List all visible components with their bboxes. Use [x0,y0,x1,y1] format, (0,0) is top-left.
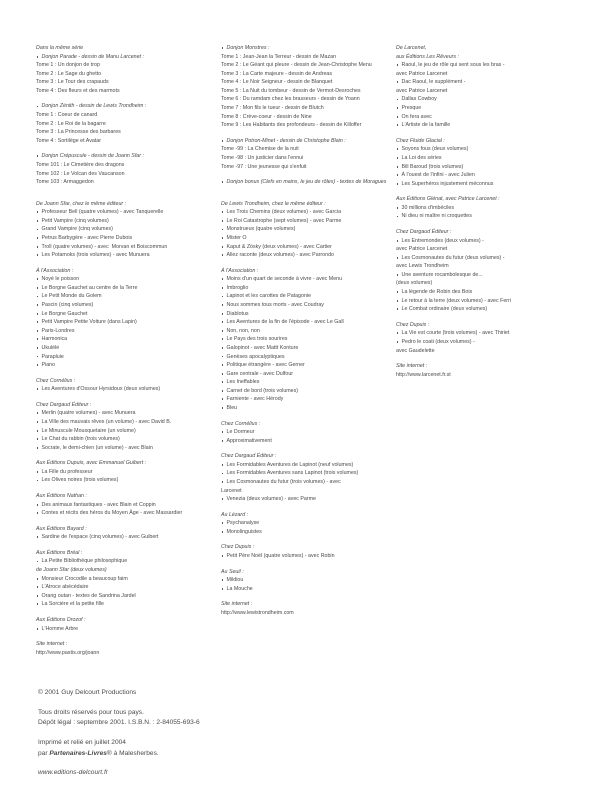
work-item: Noyé le poisson [36,275,221,284]
publisher-heading: Chez Dupuis : [396,321,430,328]
series-group-potron-minet [221,137,396,171]
work-item: Ukulélé [36,344,221,353]
printing-block [38,738,200,759]
work-item: Non, non, non [221,327,396,336]
work-item: Le Minuscule Mousquetaire (un volume) [36,427,221,436]
volume-line: Tome -99 : La Chemise de la nuit [221,146,299,153]
work-item: Allez raconte (deux volumes) - avec Parrondo [221,251,396,260]
work-item-continuation: avec Patrice Larcenet [396,246,448,253]
publisher-heading: Aux Éditions Drozof : [36,616,86,623]
biblio-group-sfar-dargaud [36,401,221,452]
work-item: Orang outan - textes de Sandrina Jardel [36,592,221,601]
work-item: L'Homme Arbre [36,625,221,634]
website-heading: Site internet : [396,363,428,370]
publisher-heading: Chez Dargaud Éditeur : [36,401,92,408]
work-item: Venezia (deux volumes) - avec Parme [221,495,396,504]
work-item: Le Chat du rabbin (trois volumes) [36,435,221,444]
volume-line: Tome 2 : Le Géant qui pleure - dessin de Jean-Christophe Menu [221,62,372,69]
work-item: Raoul, le jeu de rôle qui sent sous les bras - [396,61,566,70]
work-item: Monolinguistes [221,528,396,537]
publisher-heading: Chez Cornélius : [221,420,261,427]
publisher-heading: Chez Fluide Glacial : [396,137,445,144]
work-item-continuation: avec Lewis Trondheim [396,263,449,270]
publisher-heading: Chez Dupuis : [221,544,255,551]
work-item-continuation: de Joann Sfar (deux volumes) [36,567,107,574]
bibliography-block [36,44,566,657]
publisher-heading: De Joann Sfar, chez le même éditeur : [36,200,127,207]
website-group-sfar [36,640,221,657]
series-title: Donjon Crépuscule - dessin de Joann Sfar : [36,152,221,161]
work-item: Les Formidables Aventures sans Lapinot (trois volumes) [221,469,396,478]
biblio-group-trondheim-association [221,267,396,413]
work-item-continuation: Larcenet [221,487,242,494]
biblio-group-sfar-bayard [36,525,221,542]
print-partner-line [38,749,200,760]
column-right [396,44,566,657]
work-item: La Loi des séries [396,154,566,163]
work-item: Piano [36,361,221,370]
work-item: La Fille du professeur [36,468,221,477]
work-item: La Mouche [221,585,396,594]
work-item: Moins d'un quart de seconde à vivre - avec Menu [221,275,396,284]
work-item-continuation: avec Gaudelette [396,347,435,354]
work-item: Soyons fous (deux volumes) [396,145,566,154]
work-item: Petit Père Noël (quatre volumes) - avec Robin [221,552,396,561]
work-item: La Ville des mauvais rêves (un volume) - avec David B. [36,418,221,427]
work-item: Le Borgne Gauchet [36,310,221,319]
print-partner-name: Partenaires-Livres [49,749,107,757]
work-item: Sardine de l'espace (cinq volumes) - avec Guibert [36,533,221,542]
work-item: À l'ouest de l'infini - avec Julien [396,171,566,180]
series-title: Donjon bonus (Clefs en mains, le jeu de rôles) - textes de Moragues [221,178,396,187]
work-item: Pascin (cinq volumes) [36,301,221,310]
work-item: Le Combat ordinaire (deux volumes) [396,305,566,314]
biblio-group-sfar-drozof [36,616,221,633]
publisher-heading: Au Lézard : [221,511,249,518]
biblio-group-sfar-cornelius [36,377,221,394]
volume-line: Tome 6 : Du ramdam chez les brasseurs - dessin de Yoann [221,96,360,103]
series-title: Donjon Monstres : [221,44,396,53]
volume-line: Tome 102 : Le Volcan des Vaucanson [36,170,125,177]
volume-line: Tome 4 : Le Noir Seigneur - dessin de Blanquet [221,79,333,86]
work-item: Parapluie [36,353,221,362]
volume-line: Tome 4 : Des fleurs et des marmots [36,87,120,94]
volume-line: Tome -98 : Un justicier dans l'ennui [221,154,304,161]
series-group-parade [36,44,221,95]
work-item: Monsieur Crocodile a beaucoup faim [36,575,221,584]
biblio-group-trondheim-dupuis [221,543,396,560]
copyright-line: © 2001 Guy Delcourt Productions [38,689,137,696]
work-item: La Petite Bibliothèque philosophique [36,557,221,566]
publisher-heading: aux Éditions Les Rêveurs : [396,53,460,60]
work-item: La légende de Robin des Bois [396,288,566,297]
work-item: Dallas Cowboy [396,95,566,104]
website-heading: Site internet : [36,641,68,648]
work-item: Merlin (quatre volumes) - avec Munuera [36,409,221,418]
volume-line: Tome -97 : Une jeunesse qui s'enfuit [221,163,307,170]
work-item: Contes et récits des héros du Moyen Âge - avec Massardier [36,509,221,518]
volume-line: Tome 1 : Coeur de canard [36,112,98,119]
work-item: Le retour à la terre (deux volumes) - avec Ferri [396,297,566,306]
publisher-website[interactable]: www.editions-delcourt.fr [38,769,108,777]
work-item: Les Potamoks (trois volumes) - avec Munuera [36,251,221,260]
print-date-line: Imprimé et relié en juillet 2004 [38,739,126,747]
work-item: Grand Vampire (cinq volumes) [36,225,221,234]
publisher-heading: Chez Dargaud Éditeur : [221,453,277,460]
work-item-continuation: avec Patrice Larcenet [396,87,448,94]
volume-line: Tome 2 : Le Roi de la bagarre [36,120,106,127]
publisher-heading: À l'Association : [221,267,259,274]
legal-deposit-line: Dépôt légal : septembre 2001. I.S.B.N. : 2-84055-693-6 [38,719,200,727]
work-item: Ni dieu ni maître ni croquettes [396,212,566,221]
work-item: Mildiou [221,576,396,585]
volume-line: Tome 3 : La Carte majeure - dessin de Andreas [221,70,332,77]
work-item: Le Petit Monde du Golem [36,292,221,301]
volume-line: Tome 4 : Sortilège et Avatar [36,137,101,144]
work-item: Une aventure rocambolesque de... [396,271,566,280]
volume-line: Tome 7 : Mon fils le tueur - dessin de Blutch [221,105,324,112]
work-item: La Sorcière et la petite fille [36,600,221,609]
website-group-larcenet [396,362,566,379]
work-item: Troll (quatre volumes) - avec Morvan et Boiscommun [36,243,221,252]
volume-line: Tome 5 : La Nuit du tombeur - dessin de Vermot-Desroches [221,87,361,94]
biblio-group-larcenet-dargaud [396,228,566,314]
website-heading: Site internet : [221,601,253,608]
work-item-continuation: avec Patrice Larcenet [396,70,448,77]
work-item: Paris-Londres [36,327,221,336]
publisher-heading: Aux Éditions Nathan : [36,493,87,500]
print-suffix: à Malesherbes. [111,749,159,757]
work-item: Nous sommes tous morts - avec Coudray [221,301,396,310]
legal-block [38,708,200,729]
publisher-heading: Aux Éditions Dupuis, avec Emmanuel Guibert : [36,460,147,467]
biblio-group-trondheim-seuil [221,568,396,594]
work-item: Petrus Barbygère - avec Pierre Dubois [36,234,221,243]
work-item: Galopinot - avec Mattt Konture [221,344,396,353]
print-prefix: par [38,749,50,757]
series-group-monstres [221,44,396,130]
publisher-heading: Chez Cornélius : [36,377,76,384]
work-item: Le Borgne Gauchet au centre de la Terre [36,284,221,293]
work-item: Politique étrangère - avec Gerner [221,361,396,370]
volume-line: Tome 9 : Les Habitants des profondeurs - dessin de Killoffer [221,122,362,129]
biblio-group-trondheim-dargaud [221,452,396,503]
work-item: Les Ineffables [221,378,396,387]
volume-line: Tome 8 : Crève-coeur - dessin de Nine [221,113,312,120]
work-item: Petit Vampire Petite Voiture (dans Lapin) [36,318,221,327]
series-group-bonus [221,178,396,187]
biblio-group-sfar-nathan [36,492,221,518]
work-item: Gare centrale - avec Dulfour [221,370,396,379]
work-item: Diablotus [221,310,396,319]
series-title: Donjon Potron-Minet - dessin de Christophe Blain : [221,137,396,146]
volume-line: Tome 1 : Jean-Jean la Terreur - dessin de Mazan [221,53,337,60]
publisher-heading: Aux Éditions Bayard : [36,525,87,532]
work-item: On fera avec [396,113,566,122]
work-item-continuation: (deux volumes) [396,280,433,287]
website-group-trondheim [221,600,396,617]
series-group-crepuscule [36,152,221,186]
volume-line: Tome 3 : Le Tour des crapauds [36,79,109,86]
work-item: Des animaux fantastiques - avec Blain et Coppin [36,501,221,510]
work-item: Les Formidables Aventures de Lapinot (neuf volumes) [221,461,396,470]
work-item: Monstrueux (quatre volumes) [221,225,396,234]
work-item: Genèses apocalyptiques [221,353,396,362]
biblio-group-trondheim-lezard [221,511,396,537]
website-url[interactable]: http://www.lewistrondheim.com [221,609,294,616]
work-item: Kaput & Zösky (deux volumes) - avec Cartier [221,243,396,252]
work-item: Mister O [221,234,396,243]
work-item: Le Pays des trois sourires [221,335,396,344]
series-title: Donjon Zénith - dessin de Lewis Trondheim : [36,102,221,111]
work-item: Lapinot et les carottes de Patagonie [221,292,396,301]
work-item: L'Atroce abécédaire [36,583,221,592]
work-item: L'Artiste de la famille [396,121,566,130]
publisher-heading: Aux Éditions Bréal : [36,549,83,556]
volume-line: Tome 2 : Le Sage du ghetto [36,70,102,77]
work-item: Harmonica [36,335,221,344]
work-item: Les Cosmonautes du futur (deux volumes) - [396,254,566,263]
series-group-zenith [36,102,221,145]
volume-line: Tome 101 : Le Cimetière des dragons [36,161,125,168]
author-heading: De Larcenet, [396,45,427,51]
volume-line: Tome 103 : Armaggedon [36,179,94,186]
work-item: Bill Baroud (trois volumes) [396,163,566,172]
biblio-group-larcenet-reveurs [396,44,566,130]
work-item: Le Dormeur [221,428,396,437]
work-item: Psychanalyse [221,519,396,528]
biblio-group-larcenet-glenat [396,195,566,221]
biblio-group-sfar-dupuis [36,459,221,485]
publisher-heading: Chez Dargaud Éditeur : [396,228,452,235]
publisher-heading: Au Seuil : [221,568,244,575]
work-item: Les Olives noires (trois volumes) [36,476,221,485]
work-item: Les Aventures d'Ossour Hyrsidoux (deux volumes) [36,385,221,394]
biblio-group-sfar-association [36,267,221,370]
group-heading: Dans la même série [36,45,84,51]
biblio-group-trondheim-delcourt [221,200,396,260]
work-item: Socrate, le demi-chien (un volume) - avec Blain [36,444,221,453]
volume-line: Tome 1 : Un donjon de trop [36,62,100,69]
registered-mark-icon: ® [106,749,112,757]
publisher-heading: De Lewis Trondheim, chez le même éditeur : [221,200,326,207]
work-item: Presque [396,104,566,113]
work-item: Les Trois Chemins (deux volumes) - avec Garcia [221,208,396,217]
work-item: Bleu [221,404,396,413]
publisher-heading: Aux Éditions Glénat, avec Patrice Larcenet : [396,196,500,203]
work-item: Approximativement [221,437,396,446]
work-item: 30 millions d'imbéciles [396,204,566,213]
work-item: Imbroglio [221,284,396,293]
work-item: Les Aventures de la fin de l'épisode - avec Le Gall [221,318,396,327]
column-middle [221,44,396,657]
work-item: Les Entremondes (deux volumes) - [396,237,566,246]
publisher-heading: À l'Association : [36,267,74,274]
biblio-group-larcenet-fluide-glacial [396,137,566,188]
work-item: La Vie est courte (trois volumes) - avec Thiriet [396,329,566,338]
work-item: Professeur Bell (quatre volumes) - avec Tanquerelle [36,208,221,217]
work-item: Carnet de bord (trois volumes) [221,387,396,396]
column-left [36,44,221,657]
series-title: Donjon Parade - dessin de Manu Larcenet : [36,53,221,62]
work-item: Les Cosmonautes du futur (trois volumes) - avec [221,478,396,487]
website-url[interactable]: http://www.larcenet.fr.st [396,371,451,378]
work-item: Pedro le coati (deux volumes) - [396,338,566,347]
website-url[interactable]: http://www.pastis.org/joann [36,649,100,656]
colophon-block [38,688,200,779]
work-item: Petit Vampire (cinq volumes) [36,217,221,226]
work-item: Farniente - avec Hérody [221,395,396,404]
work-item: Le Roi Catastrophe (sept volumes) - avec Parme [221,217,396,226]
biblio-group-larcenet-dupuis [396,321,566,355]
rights-line: Tous droits réservés pour tous pays. [38,708,144,716]
work-item: Dac Raoul, le supplément - [396,78,566,87]
biblio-group-sfar-breal [36,549,221,609]
biblio-group-sfar-delcourt [36,200,221,260]
biblio-group-trondheim-cornelius [221,420,396,446]
volume-line: Tome 3 : La Princesse des barbares [36,129,121,136]
work-item: Les Superhéros injustement méconnus [396,180,566,189]
